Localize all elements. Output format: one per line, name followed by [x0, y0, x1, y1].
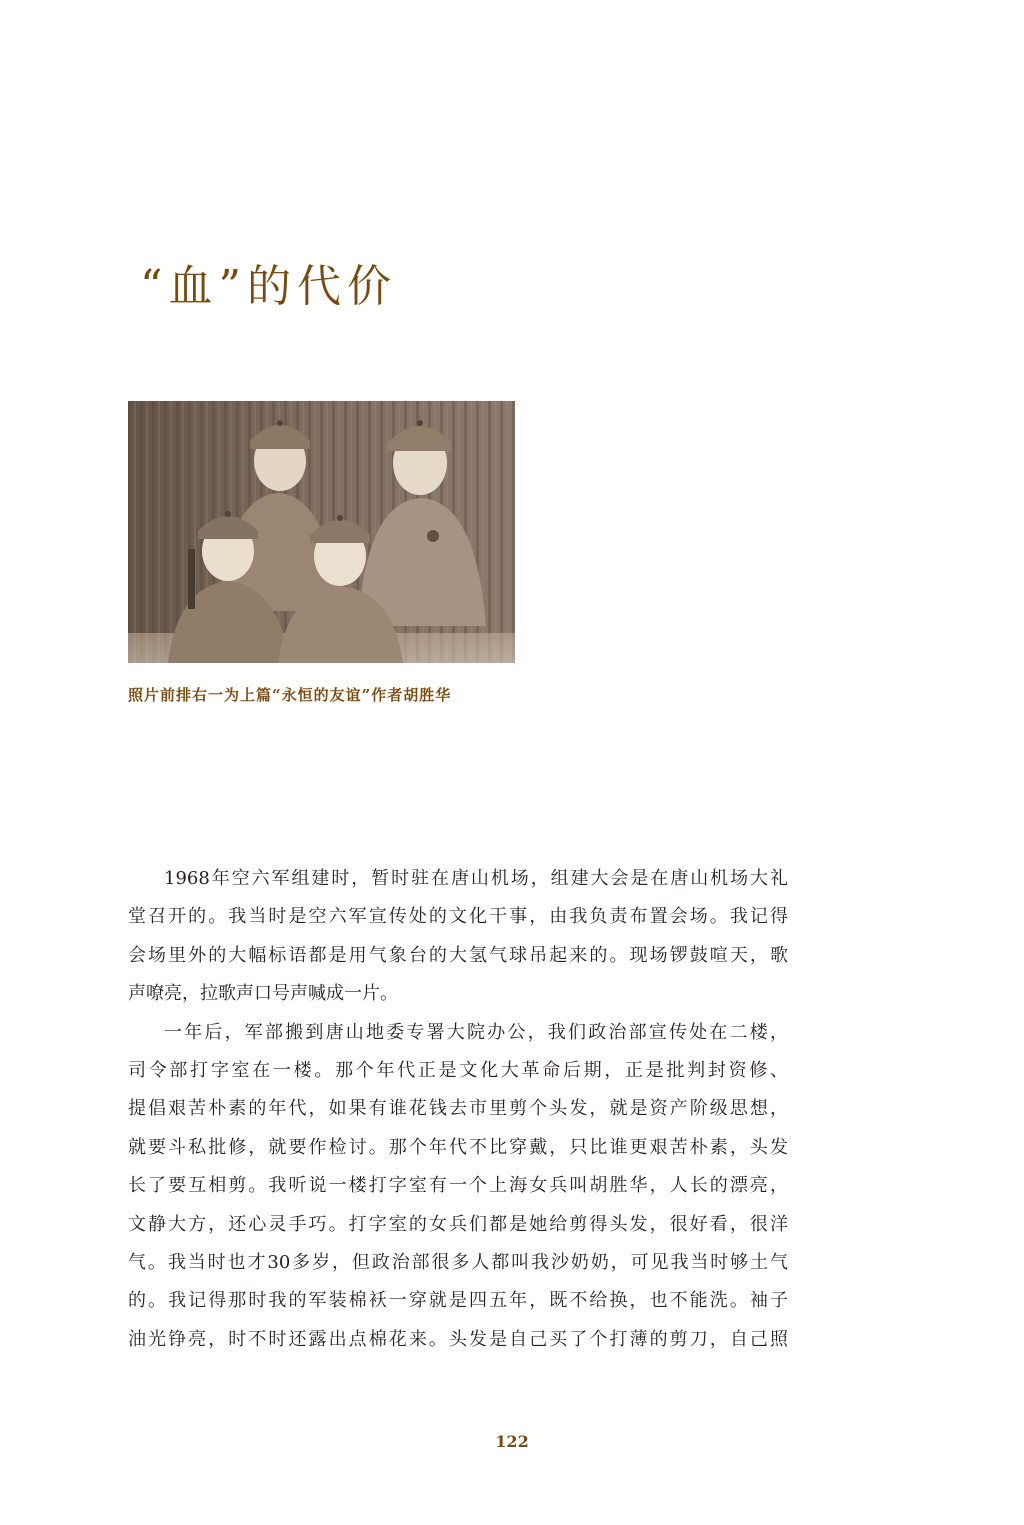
text-line: 一年后，军部搬到唐山地委专署大院办公，我们政治部宣传处在二楼，: [164, 1021, 788, 1043]
text-line: 的。我记得那时我的军装棉袄一穿就是四五年，既不给换，也不能洗。袖子: [128, 1290, 788, 1312]
page-title: “血”的代价: [140, 261, 397, 312]
body-text: [128, 860, 788, 1359]
text-line: 1968年空六军组建时，暂时驻在唐山机场，组建大会是在唐山机场大礼: [164, 868, 788, 889]
text-line: 文静大方，还心灵手巧。打字室的女兵们都是她给剪得头发，很好看，很洋: [128, 1213, 788, 1235]
group-photo: [128, 401, 515, 663]
text-line: 声嘹亮，拉歌声口号声喊成一片。: [128, 983, 398, 1005]
text-line: 长了要互相剪。我听说一楼打字室有一个上海女兵叫胡胜华，人长的漂亮，: [128, 1175, 788, 1197]
page-number: 122: [495, 1432, 529, 1451]
photo-caption: 照片前排右一为上篇“永恒的友谊”作者胡胜华: [128, 686, 452, 704]
photo-image: [128, 401, 515, 663]
text-line: 堂召开的。我当时是空六军宣传处的文化干事，由我负责布置会场。我记得: [128, 906, 788, 928]
text-line: 气。我当时也才30多岁，但政治部很多人都叫我沙奶奶，可见我当时够土气: [128, 1251, 788, 1273]
text-line: 司令部打字室在一楼。那个年代正是文化大革命后期，正是批判封资修、: [128, 1059, 788, 1081]
text-line: 就要斗私批修，就要作检讨。那个年代不比穿戴，只比谁更艰苦朴素，头发: [128, 1136, 788, 1158]
text-line: 会场里外的大幅标语都是用气象台的大氢气球吊起来的。现场锣鼓喧天，歌: [128, 944, 788, 966]
text-line: 提倡艰苦朴素的年代，如果有谁花钱去市里剪个头发，就是资产阶级思想，: [128, 1098, 788, 1120]
text-line: 油光铮亮，时不时还露出点棉花来。头发是自己买了个打薄的剪刀，自己照: [128, 1328, 788, 1350]
